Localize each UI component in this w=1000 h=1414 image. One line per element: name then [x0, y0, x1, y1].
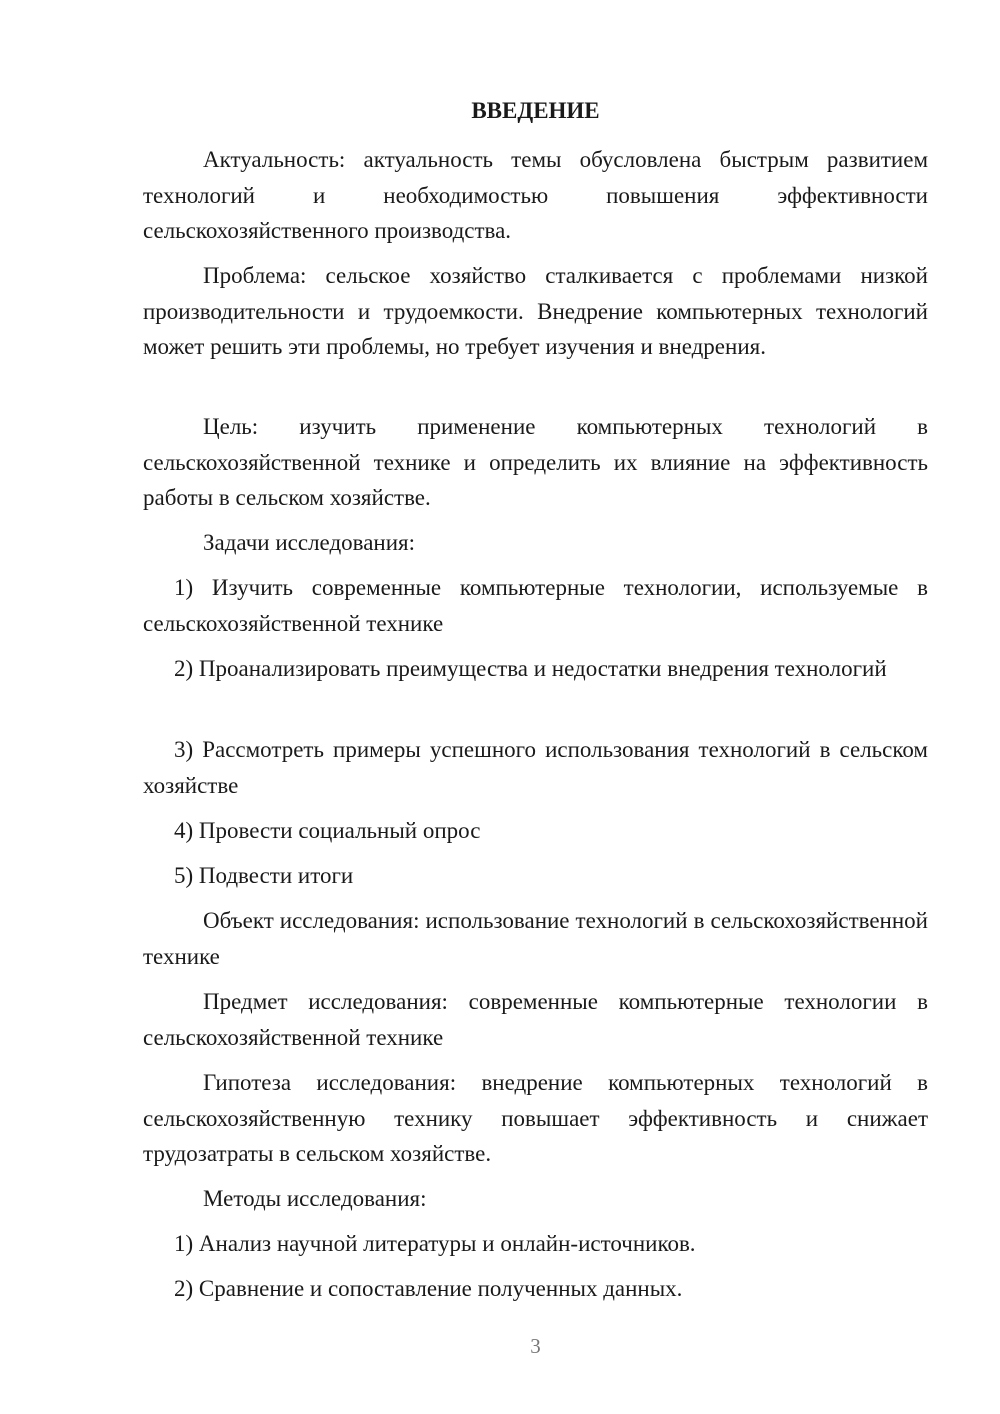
list-item-method-2: 2) Сравнение и сопоставление полученных данных. [174, 1276, 683, 1301]
list-item-task-4: 4) Провести социальный опрос [174, 818, 481, 843]
paragraph-goal: Цель: изучить применение компьютерных технологий в сельскохозяйственной технике и определить их влияние на эффективность работы в сельском хозяйстве. [143, 414, 928, 510]
paragraph-hypothesis: Гипотеза исследования: внедрение компьютерных технологий в сельскохозяйственную технику повышает эффективность и снижает трудозатраты в сельском хозяйстве. [143, 1070, 928, 1166]
paragraph-tasks-heading: Задачи исследования: [203, 530, 416, 555]
list-item-task-2: 2) Проанализировать преимущества и недостатки внедрения технологий [174, 656, 887, 681]
paragraph-object: Объект исследования: использование технологий в сельскохозяйственной технике [143, 908, 928, 969]
list-item-task-5: 5) Подвести итоги [174, 863, 354, 888]
list-item-task-1: 1) Изучить современные компьютерные технологии, используемые в сельскохозяйственной технике [143, 575, 928, 636]
paragraph-relevance: Актуальность: актуальность темы обусловлена быстрым развитием технологий и необходимостью повышения эффективности сельскохозяйственного производства. [143, 147, 928, 243]
paragraph-subject: Предмет исследования: современные компьютерные технологии в сельскохозяйственной технике [143, 989, 928, 1050]
document-page [143, 0, 928, 1414]
list-item-task-3: 3) Рассмотреть примеры успешного использования технологий в сельском хозяйстве [143, 737, 928, 798]
paragraph-problem: Проблема: сельское хозяйство сталкивается с проблемами низкой производительности и трудоемкости. Внедрение компьютерных технологий может решить эти проблемы, но требует изучения и внедрения. [143, 263, 928, 359]
list-item-method-1: 1) Анализ научной литературы и онлайн-источников. [174, 1231, 696, 1256]
paragraph-methods-heading: Методы исследования: [203, 1186, 427, 1211]
page-number: 3 [530, 1334, 541, 1358]
page-title: ВВЕДЕНИЕ [471, 98, 600, 123]
